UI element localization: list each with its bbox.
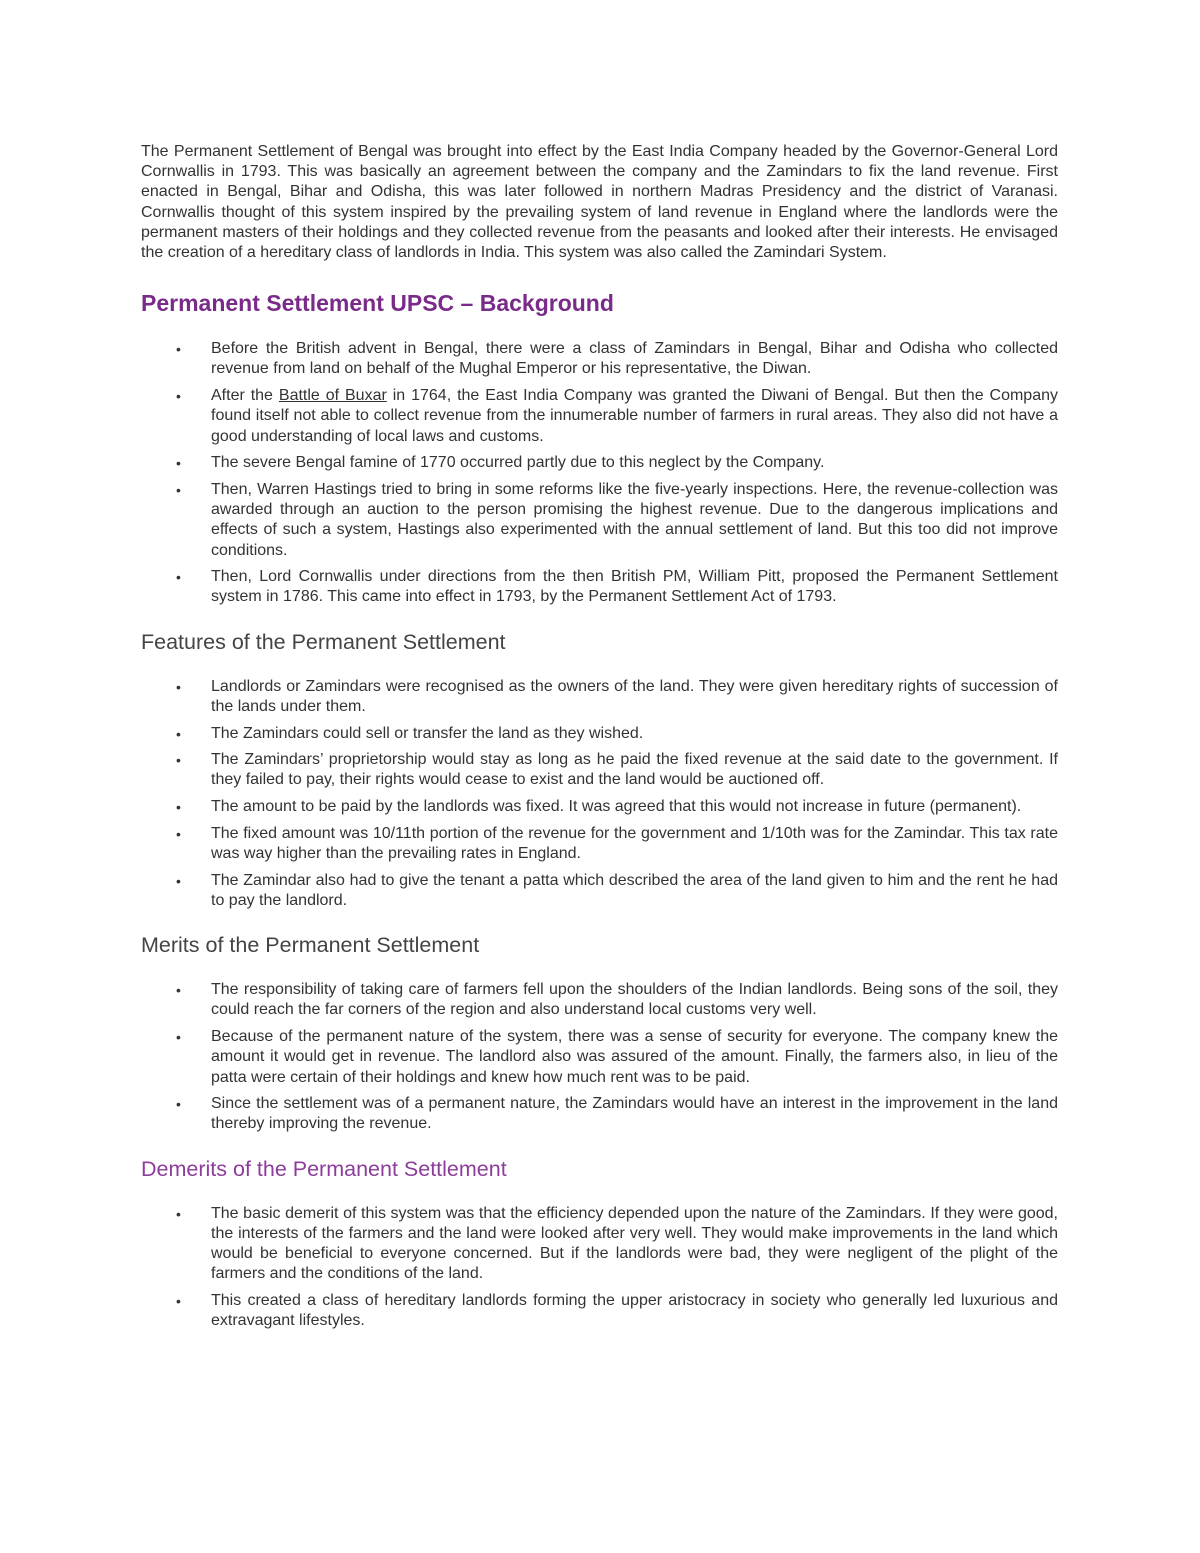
list-item: • The basic demerit of this system was that the efficiency depended upon the nature of the Zamindars. If they were good, the interests of the farmers and the land were looked after very well. They would make improvements in the land which would be beneficial to everyone concerned. But if the landlords were bad, they were negligent of the plight of the farmers and the conditions of the land. xyxy=(176,1204,1058,1283)
bullet-icon: • xyxy=(176,725,181,742)
list-item: • The amount to be paid by the landlords was fixed. It was agreed that this would not increase in future (permanent). xyxy=(141,797,1058,817)
list-item: • Then, Lord Cornwallis under directions from the then British PM, William Pitt, proposed the Permanent Settlement system in 1786. This came into effect in 1793, by the Permanent Settlement Act of 1793. xyxy=(176,568,1058,606)
features-list xyxy=(141,677,1058,912)
list-item: • Since the settlement was of a permanent nature, the Zamindars would have an interest in the improvement in the land thereby improving the revenue. xyxy=(176,1095,1058,1133)
bullet-icon: • xyxy=(176,982,181,999)
bullet-icon: • xyxy=(176,481,181,498)
bullet-icon: • xyxy=(176,569,181,586)
demerits-heading: Demerits of the Permanent Settlement xyxy=(141,1156,507,1181)
background-list xyxy=(141,339,1058,607)
list-item: • The Zamindars could sell or transfer the land as they wished. xyxy=(141,724,1058,744)
list-item: • The fixed amount was 10/11th portion of the revenue for the government and 1/10th was for the Zamindar. This tax rate was way higher than the prevailing rates in England. xyxy=(176,824,1058,863)
bullet-icon: • xyxy=(176,799,181,816)
demerits-list xyxy=(141,1204,1058,1332)
list-item: • Because of the permanent nature of the system, there was a sense of security for everyone. The company knew the amount it would get in revenue. The landlord also was assured of the amount. Finally, the farmers also, in lieu of the patta were certain of their holdings and knew how much rent was to be paid. xyxy=(176,1028,1058,1086)
bullet-icon: • xyxy=(176,1292,181,1309)
bullet-icon: • xyxy=(176,388,181,405)
merits-heading: Merits of the Permanent Settlement xyxy=(141,933,480,958)
bullet-icon: • xyxy=(176,341,181,358)
bullet-icon: • xyxy=(176,1029,181,1046)
bullet-icon: • xyxy=(176,678,181,695)
bullet-icon: • xyxy=(176,1205,181,1222)
features-heading: Features of the Permanent Settlement xyxy=(141,629,506,654)
document-page xyxy=(141,142,1058,1338)
background-heading: Permanent Settlement UPSC – Background xyxy=(141,290,614,317)
bullet-icon: • xyxy=(176,825,181,842)
list-item: • Landlords or Zamindars were recognised as the owners of the land. They were given hereditary rights of succession of the lands under them. xyxy=(176,677,1058,715)
intro-paragraph: The Permanent Settlement of Bengal was brought into effect by the East India Company headed by the Governor-General Lord Cornwallis in 1793. This was basically an agreement between the company and the Zamindars to fix the land revenue. First enacted in Bengal, Bihar and Odisha, this was later followed in northern Madras Presidency and the district of Varanasi. Cornwallis thought of this system inspired by the prevailing system of land revenue in England where the landlords were the permanent masters of their holdings and they collected revenue from the peasants and looked after their interests. He envisaged the creation of a hereditary class of landlords in India. This system was also called the Zamindari System. xyxy=(141,143,1058,262)
list-item: • Then, Warren Hastings tried to bring in some reforms like the five-yearly inspections. Here, the revenue-collection was awarded through an auction to the person promising the highest revenue. Due to the dangerous implications and effects of such a system, Hastings also experimented with the annual settlement of land. But this too did not improve conditions. xyxy=(176,480,1058,559)
merits-list xyxy=(141,980,1058,1134)
bullet-icon: • xyxy=(176,752,181,769)
list-item: • The Zamindar also had to give the tenant a patta which described the area of the land given to him and the rent he had to pay the landlord. xyxy=(176,871,1058,909)
bullet-icon: • xyxy=(176,1096,181,1113)
bullet-icon: • xyxy=(176,872,181,889)
list-item: • Before the British advent in Bengal, there were a class of Zamindars in Bengal, Bihar and Odisha who collected revenue from land on behalf of the Mughal Emperor or his representative, the Diwan. xyxy=(176,340,1058,378)
list-item: • The Zamindars’ proprietorship would stay as long as he paid the fixed revenue at the said date to the government. If they failed to pay, their rights would cease to exist and the land would be auctioned off. xyxy=(176,751,1058,789)
list-item: • This created a class of hereditary landlords forming the upper aristocracy in society who generally led luxurious and extravagant lifestyles. xyxy=(176,1291,1058,1330)
list-item: • The severe Bengal famine of 1770 occurred partly due to this neglect by the Company. xyxy=(141,453,1058,473)
list-item: • After the Battle of Buxar in 1764, the East India Company was granted the Diwani of Bengal. But then the Company found itself not able to collect revenue from the innumerable number of farmers in rural areas. They also did not have a good understanding of local laws and customs. xyxy=(176,387,1058,445)
battle-of-buxar-link[interactable]: Battle of Buxar xyxy=(278,387,387,405)
bullet-icon: • xyxy=(176,455,181,472)
list-item: • The responsibility of taking care of farmers fell upon the shoulders of the Indian landlords. Being sons of the soil, they could reach the far corners of the region and also understand local customs very well. xyxy=(176,981,1058,1019)
